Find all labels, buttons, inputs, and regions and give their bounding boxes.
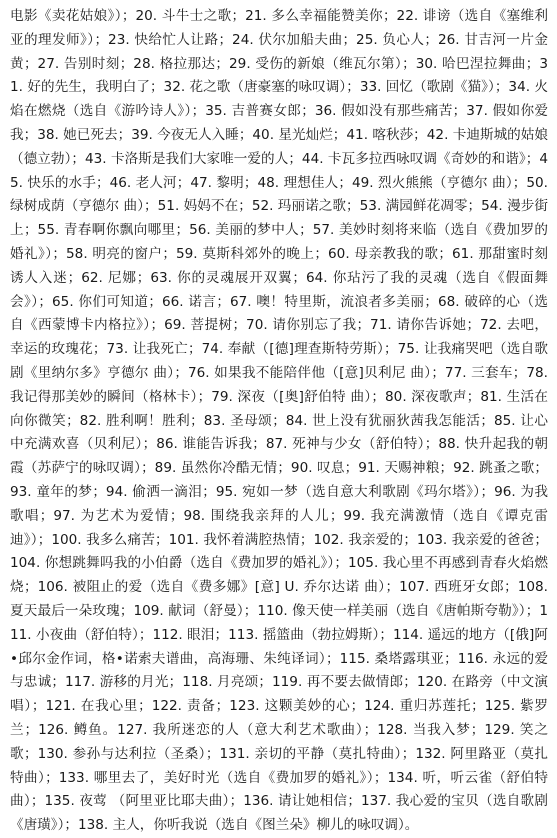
song-list-paragraph: 电影《卖花姑娘》）；20. 斗牛士之歌；21. 多么幸福能赞美你；22. 诽谤（选自《塞维利亚的理发师》）；23. 快给忙人让路；24. 伏尔加船夫曲；25. 负心人；26. 甘吉河一片金黄；27. 告别时刻；28. 格拉那达；29. 受伤的新娘（维瓦尔第）；30. 哈巴涅拉舞曲；31. 好的先生，我明白了；32. 花之歌（唐豪塞的咏叹调）；33. 回忆（歌剧《猫》）；34. 火焰在燃烧（选自《游吟诗人》）；35. 吉普赛女郎；36. 假如没有那些痛苦；37. 假如你爱我；38. 她已死去；39. 今夜无人入睡；40. 星光灿烂；41. 喀秋莎；42. 卡迪斯城的姑娘（德立勃）；43. 卡洛斯是我们大家唯一爱的人；44. 卡瓦多拉西咏叹调《奇妙的和谐》；45. 快乐的水手；46. 老人河；47. 黎明；48. 理想佳人；49. 烈火熊熊（亨德尔 曲）；50. 绿树成荫（亨德尔 曲）；51. 妈妈不在；52. 玛丽诺之歌；53. 满园鲜花凋零；54. 漫步街上；55. 青春啊你飘向哪里；56. 美丽的梦中人；57. 美妙时刻将来临（选自《费加罗的婚礼》）；58. 明亮的窗户；59. 莫斯科郊外的晚上；60. 母亲教我的歌；61. 那甜蜜时刻诱人入迷；62. 尼娜；63. 你的灵魂展开双翼；64. 你玷污了我的灵魂（选自《假面舞会》）；65. 你们可知道；66. 诺言；67. 噢！特里斯，流浪者多美丽；68. 破碎的心（选自《西蒙博卡内格拉》）；69. 菩提树；70. 请你别忘了我；71. 请你告诉她；72. 去吧，幸运的玫瑰花；73. 让我死亡；74. 奉献（[德]理查斯特劳斯）；75. 让我痛哭吧（选自歌剧《里纳尔多》亨德尔 曲）；76. 如果我不能陪伴他（[意]贝利尼 曲）；77. 三套车；78. 我记得那美妙的瞬间（格林卡）；79. 深夜（[奥]舒伯特 曲）；80. 深夜歌声；81. 生活在向你微笑；82. 胜利啊！胜利；83. 圣母颂；84. 世上没有犹丽狄茜我怎能活；85. 让心中充满欢喜（贝利尼）；86. 谁能告诉我；87. 死神与少女（舒伯特）；88. 快升起我的朝霞（苏萨宁的咏叹调）；89. 虽然你冷酷无情；90. 叹息；91. 天赐神粮；92. 跳蚤之歌；93. 童年的梦；94. 偷洒一滴泪；95. 宛如一梦（选自意大利歌剧《玛尔塔》）；96. 为我歌唱；97. 为艺术为爱情；98. 围绕我亲拜的人儿；99. 我充满激情（选自《谭克雷迪》）；100. 我多么痛苦；101. 我怀着满腔热情；102. 我亲爱的；103. 我亲爱的爸爸；104. 你想跳舞吗我的小伯爵（选自《费加罗的婚礼》）；105. 我心里不再感到青春火焰燃烧；106. 被阻止的爱（选自《费多娜》[意] U. 乔尔达诺 曲）；107. 西班牙女郎；108. 夏天最后一朵玫瑰；109. 献词（舒曼）；110. 像天使一样美丽（选自《唐帕斯夸勒》）；111. 小夜曲（舒伯特）；112. 眼泪；113. 摇篮曲（勃拉姆斯）；114. 遥远的地方（[俄]阿•邱尔金作词，格•诺索夫谱曲，高海珊、朱纯译词）；115. 桑塔露琪亚；116. 永远的爱与忠诚；117. 游移的月光；118. 月亮颂；119. 再不要去做情郎；120. 在路旁（中文演唱）；121. 在我心里；122. 责备；123. 这颗美妙的心；124. 重归苏莲托；125. 紫罗兰；126. 鳟鱼。127. 我所迷恋的人（意大利艺术歌曲）；128. 当我入梦；129. 笑之歌；130. 参孙与达利拉（圣桑）；131. 亲切的平静（莫扎特曲）；132. 阿里路亚（莫扎特曲）；133. 哪里去了，美好时光（选自《费加罗的婚礼》）；134. 听，听云雀（舒伯特曲）；135. 夜莺 （阿里亚比耶夫曲）；136. 请让她相信；137. 我心爱的宝贝（选自歌剧《唐璜》）；138. 主人，你听我说（选自《图兰朵》柳儿的咏叹调）。 [10, 8, 548, 834]
